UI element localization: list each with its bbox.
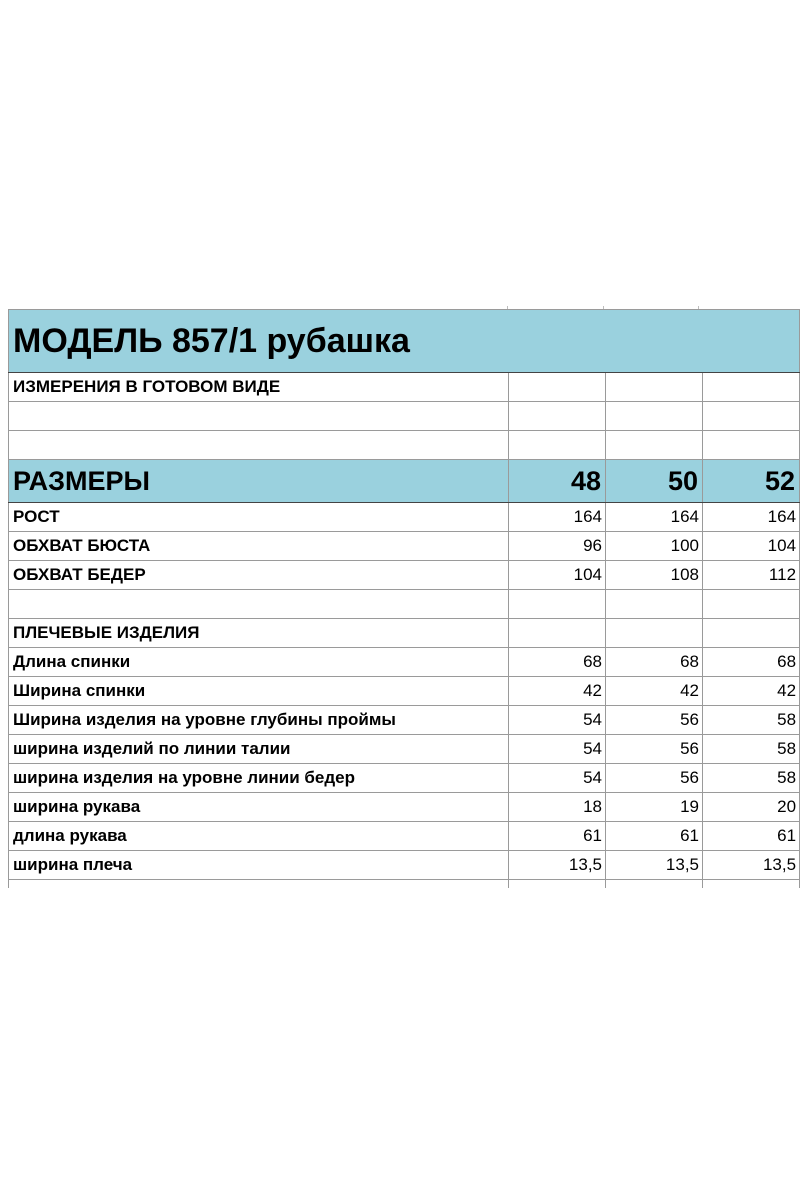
empty-cell[interactable] — [703, 373, 800, 402]
table-row — [9, 677, 800, 706]
value-cell[interactable]: 13,5 — [703, 851, 800, 880]
value-cell[interactable]: 58 — [703, 735, 800, 764]
section-row — [9, 619, 800, 648]
empty-cell[interactable] — [606, 619, 703, 648]
value-cell[interactable]: 58 — [703, 706, 800, 735]
empty-row — [9, 431, 800, 460]
empty-cell[interactable] — [703, 431, 800, 460]
row-label[interactable]: ширина рукава — [9, 793, 509, 822]
empty-cell[interactable] — [703, 590, 800, 619]
value-cell[interactable]: 68 — [703, 648, 800, 677]
sizes-label[interactable]: РАЗМЕРЫ — [9, 460, 509, 503]
section-label[interactable]: ПЛЕЧЕВЫЕ ИЗДЕЛИЯ — [9, 619, 509, 648]
empty-cell[interactable] — [509, 619, 606, 648]
value-cell[interactable]: 18 — [509, 793, 606, 822]
value-cell[interactable]: 61 — [606, 822, 703, 851]
table-row — [9, 561, 800, 590]
value-cell[interactable]: 112 — [703, 561, 800, 590]
row-label[interactable]: длина рукава — [9, 822, 509, 851]
value-cell[interactable]: 54 — [509, 735, 606, 764]
value-cell[interactable]: 19 — [606, 793, 703, 822]
value-cell[interactable]: 20 — [703, 793, 800, 822]
empty-cell[interactable] — [509, 880, 606, 889]
size-chart-table — [8, 309, 800, 888]
value-cell[interactable]: 13,5 — [606, 851, 703, 880]
empty-cell[interactable] — [9, 431, 509, 460]
value-cell[interactable]: 58 — [703, 764, 800, 793]
partial-row — [9, 880, 800, 889]
value-cell[interactable]: 68 — [606, 648, 703, 677]
empty-cell[interactable] — [606, 431, 703, 460]
empty-cell[interactable] — [703, 402, 800, 431]
title-row — [9, 310, 800, 373]
empty-cell[interactable] — [9, 402, 509, 431]
sizes-row — [9, 460, 800, 503]
table-row — [9, 706, 800, 735]
empty-cell[interactable] — [606, 880, 703, 889]
value-cell[interactable]: 104 — [509, 561, 606, 590]
value-cell[interactable]: 13,5 — [509, 851, 606, 880]
table-row — [9, 532, 800, 561]
value-cell[interactable]: 104 — [703, 532, 800, 561]
value-cell[interactable]: 164 — [509, 503, 606, 532]
subtitle-row — [9, 373, 800, 402]
model-title[interactable]: МОДЕЛЬ 857/1 рубашка — [9, 310, 800, 373]
table-row — [9, 793, 800, 822]
value-cell[interactable]: 164 — [606, 503, 703, 532]
value-cell[interactable]: 68 — [509, 648, 606, 677]
empty-cell[interactable] — [606, 373, 703, 402]
size-50[interactable]: 50 — [606, 460, 703, 503]
row-label[interactable]: Длина спинки — [9, 648, 509, 677]
empty-cell[interactable] — [9, 880, 509, 889]
table-row — [9, 735, 800, 764]
row-label[interactable]: ОБХВАТ БЕДЕР — [9, 561, 509, 590]
size-52[interactable]: 52 — [703, 460, 800, 503]
empty-cell[interactable] — [703, 619, 800, 648]
value-cell[interactable]: 61 — [703, 822, 800, 851]
empty-row — [9, 402, 800, 431]
row-label[interactable]: Ширина спинки — [9, 677, 509, 706]
empty-cell[interactable] — [509, 402, 606, 431]
empty-cell[interactable] — [509, 590, 606, 619]
size-48[interactable]: 48 — [509, 460, 606, 503]
empty-cell[interactable] — [509, 373, 606, 402]
row-label[interactable]: ширина изделия на уровне линии бедер — [9, 764, 509, 793]
empty-cell[interactable] — [606, 590, 703, 619]
value-cell[interactable]: 61 — [509, 822, 606, 851]
value-cell[interactable]: 42 — [703, 677, 800, 706]
value-cell[interactable]: 96 — [509, 532, 606, 561]
value-cell[interactable]: 164 — [703, 503, 800, 532]
measurements-subtitle[interactable]: ИЗМЕРЕНИЯ В ГОТОВОМ ВИДЕ — [9, 373, 509, 402]
row-label[interactable]: РОСТ — [9, 503, 509, 532]
value-cell[interactable]: 54 — [509, 706, 606, 735]
row-label[interactable]: ширина изделий по линии талии — [9, 735, 509, 764]
table-row — [9, 648, 800, 677]
table-row — [9, 851, 800, 880]
value-cell[interactable]: 54 — [509, 764, 606, 793]
table-row — [9, 503, 800, 532]
empty-cell[interactable] — [509, 431, 606, 460]
empty-cell[interactable] — [703, 880, 800, 889]
value-cell[interactable]: 56 — [606, 764, 703, 793]
row-label[interactable]: ОБХВАТ БЮСТА — [9, 532, 509, 561]
empty-cell[interactable] — [9, 590, 509, 619]
row-label[interactable]: ширина плеча — [9, 851, 509, 880]
value-cell[interactable]: 42 — [606, 677, 703, 706]
table-row — [9, 764, 800, 793]
table-row — [9, 822, 800, 851]
value-cell[interactable]: 42 — [509, 677, 606, 706]
value-cell[interactable]: 56 — [606, 706, 703, 735]
empty-row — [9, 590, 800, 619]
value-cell[interactable]: 56 — [606, 735, 703, 764]
value-cell[interactable]: 100 — [606, 532, 703, 561]
empty-cell[interactable] — [606, 402, 703, 431]
value-cell[interactable]: 108 — [606, 561, 703, 590]
row-label[interactable]: Ширина изделия на уровне глубины проймы — [9, 706, 509, 735]
